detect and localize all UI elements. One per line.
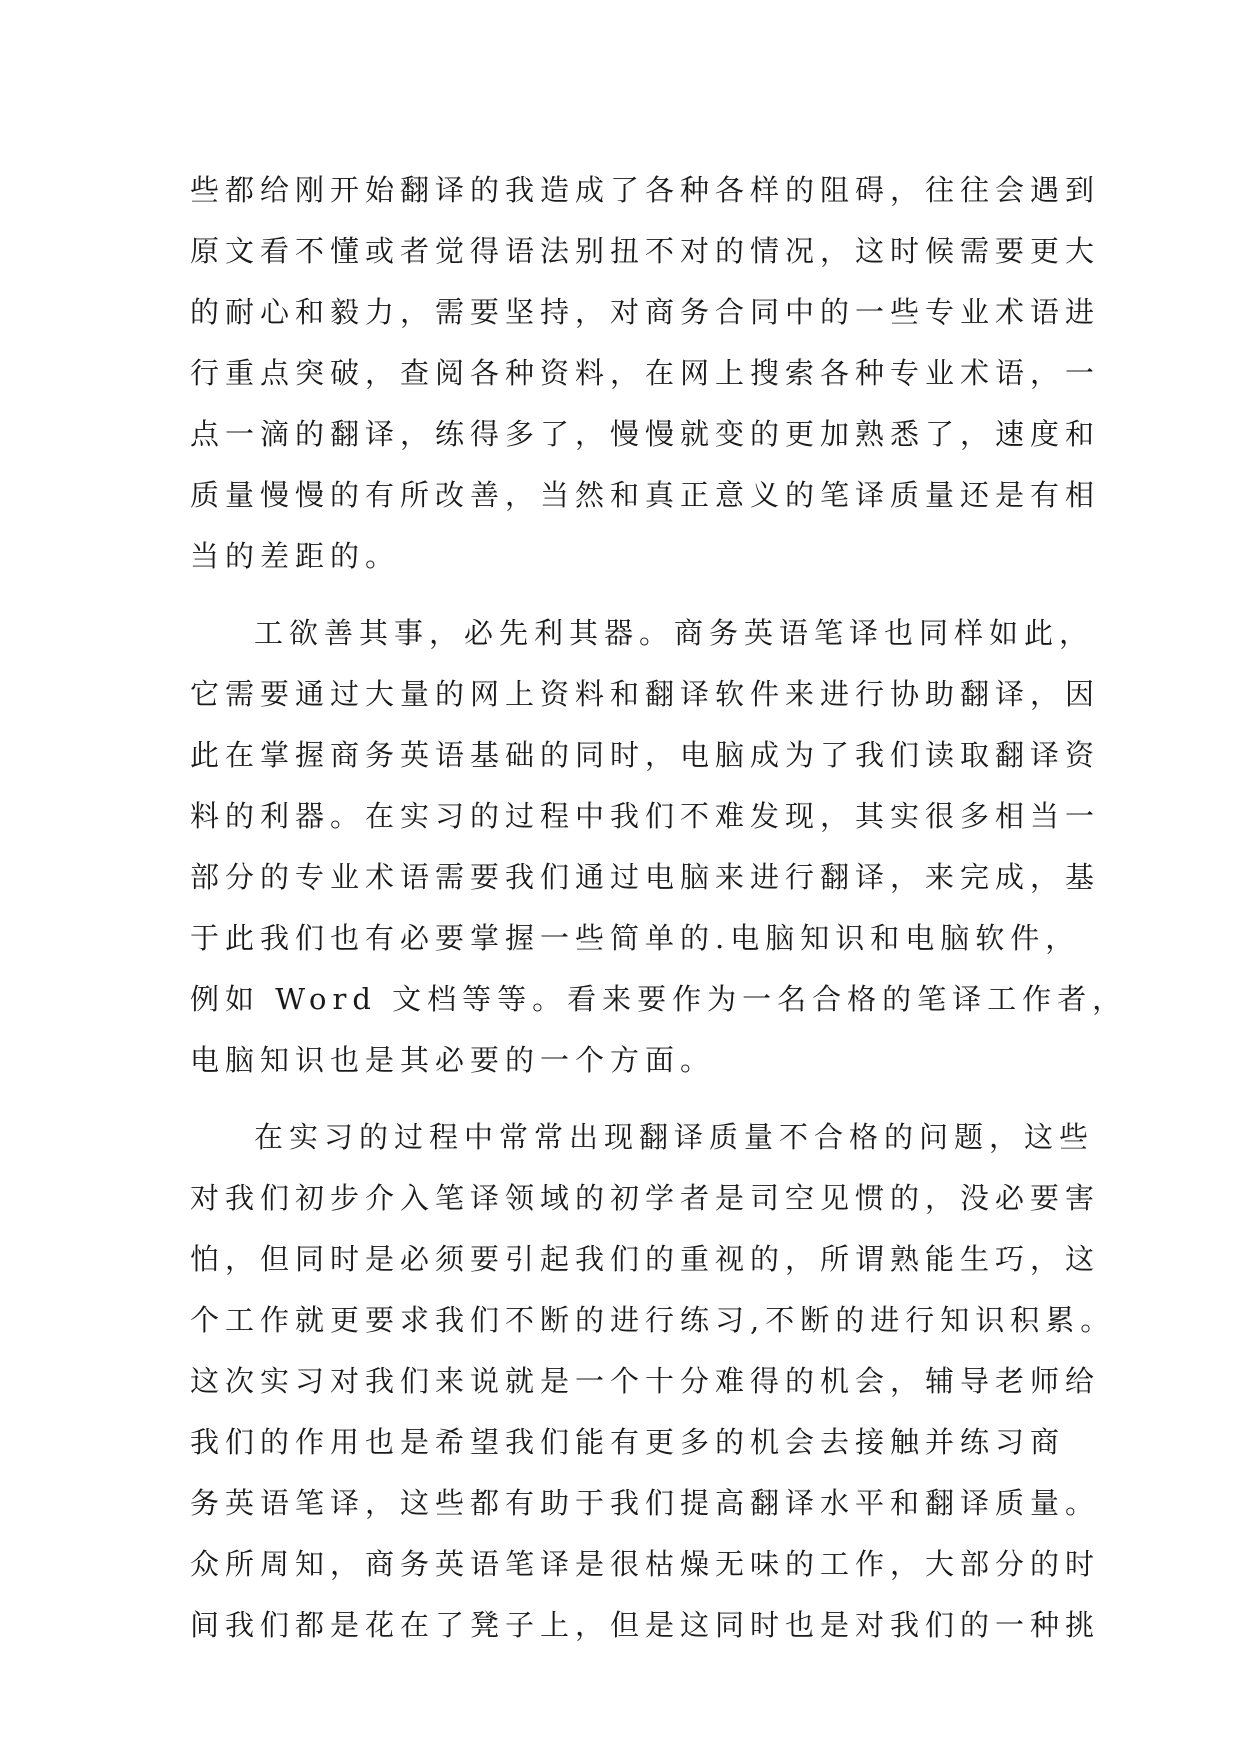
text-line: 电脑知识也是其必要的一个方面。	[190, 1043, 716, 1077]
paragraph-spacer	[190, 587, 1070, 603]
text-line: 当的差距的。	[190, 539, 401, 573]
text-line: 工欲善其事，必先利其器。商务英语笔译也同样如此，	[254, 616, 1095, 650]
text-line: 众所周知，商务英语笔译是很枯燥无味的工作，大部分的时	[190, 1547, 1101, 1581]
paragraph-1	[190, 160, 1101, 587]
text-line: 行重点突破，查阅各种资料，在网上搜索各种专业术语，一	[190, 356, 1101, 390]
paragraph-2	[190, 603, 1128, 1091]
text-line: 个工作就更要求我们不断的进行练习,不断的进行知识积累。	[190, 1303, 1116, 1337]
text-line: 些都给刚开始翻译的我造成了各种各样的阻碍，往往会遇到	[190, 173, 1101, 207]
text-line: 质量慢慢的有所改善，当然和真正意义的笔译质量还是有相	[190, 478, 1101, 512]
text-line: 的耐心和毅力，需要坚持，对商务合同中的一些专业术语进	[190, 295, 1101, 329]
text-line: 于此我们也有必要掌握一些简单的.电脑知识和电脑软件，	[190, 921, 1081, 955]
text-line: 间我们都是花在了凳子上，但是这同时也是对我们的一种挑	[190, 1608, 1101, 1642]
text-line: 此在掌握商务英语基础的同时，电脑成为了我们读取翻译资	[190, 738, 1101, 772]
text-line: 点一滴的翻译，练得多了，慢慢就变的更加熟悉了，速度和	[190, 417, 1101, 451]
text-line: 这次实习对我们来说就是一个十分难得的机会，辅导老师给	[190, 1364, 1101, 1398]
text-line: 在实习的过程中常常出现翻译质量不合格的问题，这些	[254, 1120, 1095, 1154]
text-line: 原文看不懂或者觉得语法别扭不对的情况，这时候需要更大	[190, 234, 1101, 268]
text-line: 对我们初步介入笔译领域的初学者是司空见惯的，没必要害	[190, 1181, 1101, 1215]
text-line: 它需要通过大量的网上资料和翻译软件来进行协助翻译，因	[190, 677, 1101, 711]
text-line: 怕，但同时是必须要引起我们的重视的，所谓熟能生巧，这	[190, 1242, 1101, 1276]
paragraph-3	[190, 1107, 1116, 1656]
text-line: 例如 Word 文档等等。看来要作为一名合格的笔译工作者，	[190, 982, 1128, 1016]
text-line: 务英语笔译，这些都有助于我们提高翻译水平和翻译质量。	[190, 1486, 1101, 1520]
text-line: 我们的作用也是希望我们能有更多的机会去接触并练习商	[190, 1425, 1066, 1459]
text-line: 料的利器。在实习的过程中我们不难发现，其实很多相当一	[190, 799, 1101, 833]
text-line: 部分的专业术语需要我们通过电脑来进行翻译，来完成，基	[190, 860, 1101, 894]
document-body	[190, 160, 1128, 1656]
paragraph-spacer	[190, 1091, 1070, 1107]
